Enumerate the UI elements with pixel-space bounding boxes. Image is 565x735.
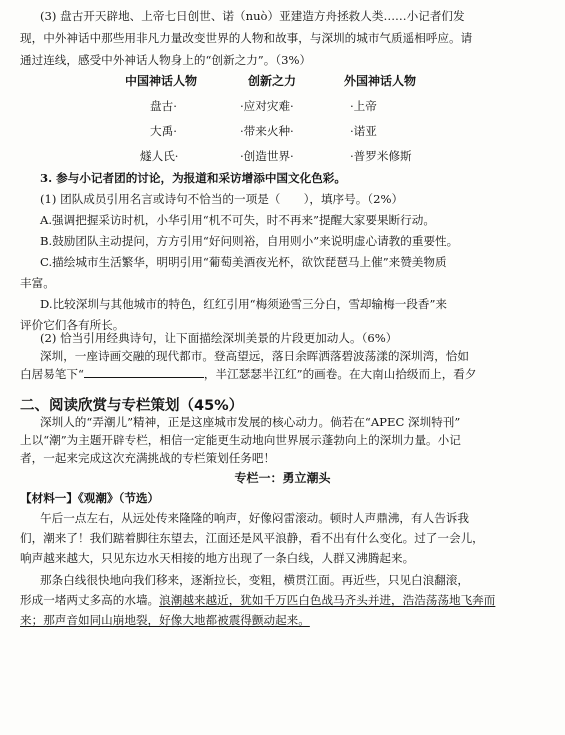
option-b: B.鼓励团队主动提问，方方引用“好问则裕，自用则小”来说明虚心请教的重要性。 xyxy=(40,234,459,248)
material-para-5 xyxy=(20,592,495,608)
q-three-sub1: (1) 团队成员引用名言或诗句不恰当的一项是（ ），填序号。（2%） xyxy=(40,192,404,206)
option-c-line-1: C.描绘城市生活繁华，明明引用“葡萄美酒夜光杯，欲饮琵琶马上催”来赞美物质 xyxy=(40,255,447,269)
left-item-dayu[interactable]: 大禹· xyxy=(150,124,177,138)
scene-line-2-end: ，半江瑟瑟半江红”的画卷。在大南山拾级而上，看夕 xyxy=(203,367,477,381)
header-chinese-myth: 中国神话人物 xyxy=(125,74,198,88)
material-para-5-start: 形成一堵两丈多高的水墙。 xyxy=(20,593,160,607)
section-2-intro-1: 深圳人的“弄潮儿”精神，正是这座城市发展的核心动力。倘若在“APEC 深圳特刊” xyxy=(40,415,461,429)
material-para-6: 来；那声音如同山崩地裂，好像大地都被震得颤动起来。 xyxy=(20,613,310,627)
scene-line-2-start: 白居易笔下“ xyxy=(20,367,84,381)
option-c-line-2: 丰富。 xyxy=(20,276,55,290)
middle-item-disaster[interactable]: ·应对灾难· xyxy=(240,99,294,113)
q-three-title: 3. 参与小记者团的讨论，为报道和采访增添中国文化色彩。 xyxy=(40,171,346,185)
header-innovation: 创新之力 xyxy=(248,74,297,88)
middle-item-create[interactable]: ·创造世界· xyxy=(240,149,294,163)
left-item-suirenshi[interactable]: 燧人氏· xyxy=(140,149,179,163)
option-a: A.强调把握采访时机，小华引用“机不可失，时不再来”提醒大家要果断行动。 xyxy=(40,213,435,227)
material-para-3: 响声越来越大，只见东边水天相接的地方出现了一条白线，人群又沸腾起来。 xyxy=(20,551,415,565)
option-d-line-1: D.比较深圳与其他城市的特色，红红引用“梅须逊雪三分白，雪却输梅一段香”来 xyxy=(40,297,448,311)
q-three-sub2: (2) 恰当引用经典诗句，让下面描绘深圳美景的片段更加动人。（6%） xyxy=(40,331,398,345)
section-2-intro-2: 上以“潮”为主题开辟专栏，相信一定能更生动地向世界展示蓬勃向上的深圳力量。小记 xyxy=(20,433,461,447)
middle-item-fire[interactable]: ·带来火种· xyxy=(240,124,294,138)
material-para-2: 们，潮来了！我们踮着脚往东望去，江面还是风平浪静，看不出有什么变化。过了一会儿， xyxy=(20,531,484,545)
option-d-line-2: 评价它们各有所长。 xyxy=(20,318,125,332)
q3-line-3: 通过连线，感受中外神话人物身上的“创新之力”。（3%） xyxy=(20,53,312,67)
right-item-prometheus[interactable]: ·普罗米修斯 xyxy=(350,149,412,163)
poem-blank-1[interactable] xyxy=(84,366,204,378)
section-2-intro-3: 者，一起来完成这次充满挑战的专栏策划任务吧！ xyxy=(20,451,276,465)
right-item-noah[interactable]: ·诺亚 xyxy=(350,124,377,138)
section-2-title: 二、阅读欣赏与专栏策划（45%） xyxy=(20,398,244,414)
q3-line-2: 现，中外神话中那些用非凡力量改变世界的人物和故事，与深圳的城市气质遥相呼应。请 xyxy=(20,31,473,45)
material-para-1: 午后一点左右，从远处传来隆隆的响声，好像闷雷滚动。顿时人声鼎沸，有人告诉我 xyxy=(40,511,469,525)
right-item-god[interactable]: ·上帝 xyxy=(350,99,377,113)
header-foreign-myth: 外国神话人物 xyxy=(344,74,417,88)
underlined-wave-sentence: 浪潮越来越近，犹如千万匹白色战马齐头并进，浩浩荡荡地飞奔而 xyxy=(159,593,496,607)
column-1-title: 专栏一：勇立潮头 xyxy=(234,471,331,485)
scene-line-1: 深圳，一座诗画交融的现代都市。登高望远，落日余晖洒落碧波荡漾的深圳湾，恰如 xyxy=(40,349,469,363)
material-1-title: 【材料一】《观潮》（节选） xyxy=(20,491,160,505)
q3-line-1: (3) 盘古开天辟地、上帝七日创世、诺（nuò）亚建造方舟拯救人类……小记者们发 xyxy=(40,9,465,23)
material-para-4: 那条白线很快地向我们移来，逐渐拉长，变粗，横贯江面。再近些，只见白浪翻滚， xyxy=(40,573,469,587)
scene-line-2 xyxy=(20,366,477,382)
left-item-pangu[interactable]: 盘古· xyxy=(150,99,177,113)
